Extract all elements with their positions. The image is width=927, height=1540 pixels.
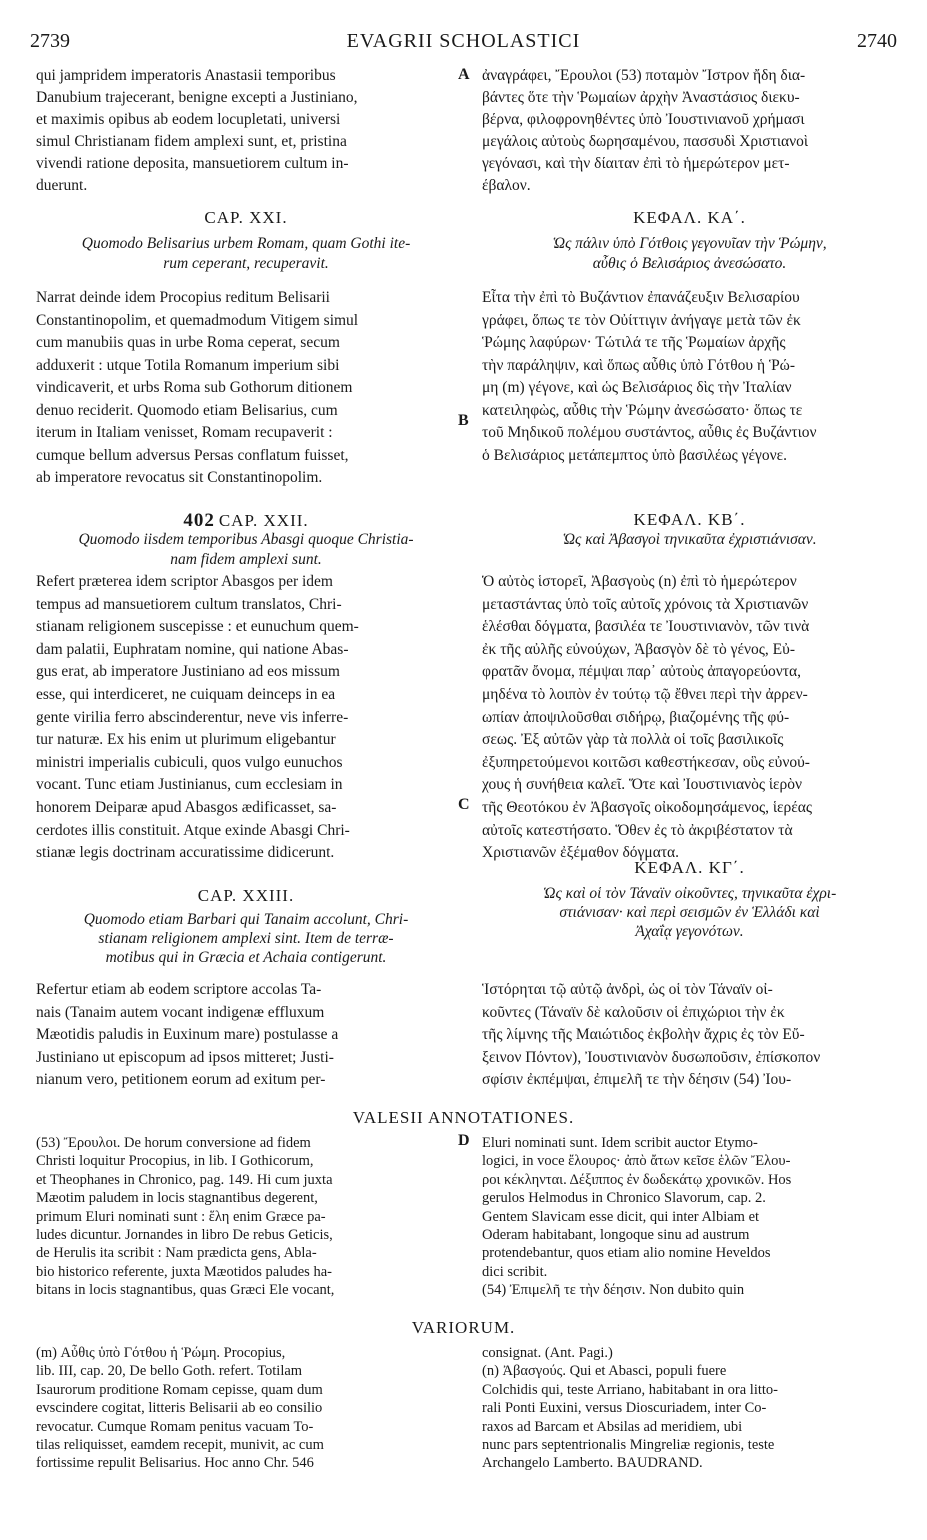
running-header: [30, 30, 897, 60]
note-line: nunc pars septentrionalis Mingreliæ regionis, teste: [482, 1437, 775, 1453]
note-line: Eluri nominati sunt. Idem scribit auctor Etymo-: [482, 1135, 758, 1151]
chapter-title-line: αὖθις ὁ Βελισάριος ἀνεσώσατο.: [592, 255, 787, 272]
text-line: vivendi ratione deposita, mansuetiorem cultum in-: [36, 155, 349, 172]
margin-letter-b: B: [458, 412, 469, 429]
text-line: φρατᾶν ὄνομα, πέμψαι παρ᾽ αὐτοὺς ἀπαγορεύοντα,: [482, 663, 801, 681]
note-line: Isaurorum proditione Romam cepisse, quam dum: [36, 1381, 323, 1398]
text-line: adduxerit : utque Totila Romanum imperium sibi: [36, 356, 340, 374]
text-line: χους ἡ συνήθεια καλεῖ. Ὅτε καὶ Ἰουστινιανὸς ἱερὸν: [482, 776, 803, 794]
note-line: tilas reliquisset, eamdem recepit, munivit, ac cum: [36, 1437, 324, 1453]
text-line: Χριστιανῶν ἐξέμαθον δόγματα.: [482, 844, 680, 862]
chapter-title-line: Quomodo iisdem temporibus Abasgi quoque Christia-: [78, 531, 414, 548]
note-line: logici, in voce ἔλουρος· ἀπὸ ἄτων κεῖσε ἑλῶν Ἔλου-: [482, 1153, 791, 1170]
text-line: simul Christianam fidem amplexi sunt, et, pristina: [36, 133, 347, 150]
note-line: Oderam habitabant, longoque sinu ad austrum: [482, 1227, 750, 1243]
text-line: Refertur etiam ab eodem scriptore accolas Ta-: [36, 981, 322, 998]
text-line: cum manubiis quas in urbe Roma ceperat, secum: [36, 334, 340, 351]
text-line: cumque bellum adversus Persas conflatum fuisset,: [36, 446, 349, 464]
running-title: EVAGRII SCHOLASTICI: [346, 30, 581, 52]
text-line: έβαλον.: [482, 177, 531, 194]
valesii-heading: VALESII ANNOTATIONES.: [352, 1108, 575, 1127]
note-line: (n) Ἀβασγούς. Qui et Abasci, populi fuere: [482, 1363, 727, 1380]
text-line: Mæotidis paludis in Euxinum mare) postulasse a: [36, 1026, 339, 1044]
text-line: Εἶτα τὴν ἐπὶ τὸ Βυζάντιον ἐπανάζευξιν Βελισαρίου: [482, 289, 800, 306]
latin-cap21-heading: CAP. XXI.: [204, 208, 288, 227]
text-line: ὁ Βελισάριος μετάπεμπτος ὑπὸ βασιλέως γέγονε.: [482, 446, 787, 464]
left-page-number: 2739: [30, 30, 70, 52]
text-line: stianam religionem suscepisse : et eunuchum quem-: [36, 618, 359, 636]
text-line: μεγάλοις αὐτοὺς δωρησαμένου, πασσυδὶ Χριστιανοὶ: [482, 133, 809, 150]
note-line: lib. III, cap. 20, De bello Goth. refert. Totilam: [36, 1363, 303, 1380]
text-line: Ἱστόρηται τῷ αὐτῷ ἀνδρὶ, ὡς οἱ τὸν Τάναϊν οἰ-: [482, 981, 773, 998]
chapter-title-line: Ἀχαΐᾳ γεγονότων.: [635, 923, 744, 940]
text-line: vindicaverit, et urbs Roma sub Gothorum ditionem: [36, 379, 353, 396]
chapter-title-line: Quomodo Belisarius urbem Romam, quam Gothi ite-: [81, 235, 411, 252]
text-line: tur naturæ. Ex his enim ut plurimum eligebantur: [36, 731, 336, 749]
note-line: raxos ad Barcam et Absilas ad meridiem, ubi: [482, 1418, 743, 1435]
chapter-title-line: nam fidem amplexi sunt.: [170, 551, 322, 568]
text-line: vocant. Tunc etiam Justinianus, cum ecclesiam in: [36, 776, 343, 794]
text-line: ab imperatore revocatus sit Constantinopolim.: [36, 469, 323, 486]
greek-cap22-heading: ΚΕΦΑΛ. ΚΒ΄.: [633, 510, 746, 529]
latin-cap22-heading: [36, 510, 456, 532]
note-line: Mæotim paludem in locis stagnantibus degerent,: [36, 1190, 318, 1207]
text-line: Constantinopolim, et quemadmodum Vitigem simul: [36, 311, 359, 329]
text-line: Refert præterea idem scriptor Abasgos per idem: [36, 573, 333, 590]
text-line: gente virilia ferro abscinderentur, neve vis inferre-: [36, 708, 349, 726]
text-line: ministri imperialis cubiculi, quos vulgo eunuchos: [36, 753, 343, 771]
column-number: 402: [183, 510, 215, 531]
note-line: (54) Ἐπιμελῆ τε τὴν δέησιν. Non dubito quin: [482, 1282, 745, 1299]
note-line: Colchidis qui, teste Arriano, habitabant in ora litto-: [482, 1381, 778, 1398]
text-line: gus erat, ab imperatore Justiniano ad eos missum: [36, 663, 340, 681]
text-line: Danubium trajecerant, benigne excepti a Justiniano,: [36, 89, 358, 106]
text-line: ἐκ τῆς αὐλῆς εὐνούχων, Ἀβασγὸν δὲ τὸ γένος, Εὐ-: [482, 640, 795, 658]
chapter-title-line: Quomodo etiam Barbari qui Tanaim accolunt, Chri-: [83, 911, 409, 928]
note-line: revocatur. Cumque Romam penitus vacuam To-: [36, 1418, 314, 1435]
text-line: τῆς λίμνης τῆς Μαιώτιδος ἐκβολὴν ἄχρις ἐς τὸν Εὔ-: [482, 1026, 805, 1044]
note-line: consignat. (Ant. Pagi.): [482, 1345, 613, 1361]
text-line: Narrat deinde idem Procopius reditum Belisarii: [36, 289, 330, 306]
text-line: qui jampridem imperatoris Anastasii temporibus: [36, 67, 336, 84]
note-line: primum Eluri nominati sunt : ἕλη enim Græce pa-: [36, 1208, 326, 1225]
text-line: iterum in Italiam venisset, Romam recupaverit :: [36, 424, 333, 441]
chapter-title-line: Ὡς καὶ Ἀβασγοὶ τηνικαῦτα ἐχριστιάνισαν.: [562, 531, 817, 548]
text-line: κοῦντες (Τάναϊν δὲ καλοῦσιν οἱ ἐπιχώριοι τὴν ἐκ: [482, 1003, 785, 1021]
text-line: γεγόνασι, καὶ τὴν δίαιταν ἐπὶ τὸ ἡμερώτερον μετ-: [482, 155, 790, 172]
note-line: (m) Αὖθις ὑπὸ Γότθου ἡ Ῥώμη. Procopius,: [36, 1345, 286, 1361]
note-line: Gentem Slavicam esse dicit, qui inter Albiam et: [482, 1208, 760, 1225]
note-line: et Theophanes in Chronico, pag. 149. Hi cum juxta: [36, 1171, 333, 1188]
note-line: Christi loquitur Procopius, in lib. I Gothicorum,: [36, 1153, 314, 1170]
text-line: μηδένα τὸ λοιπὸν ἐν τούτῳ τῷ ἔθνει περὶ τὴν ἀρρεν-: [482, 686, 808, 703]
text-line: γράφει, ὅπως τε τὸν Οὐίττιγιν ἀνήγαγε μετὰ τῶν ἐκ: [482, 311, 801, 329]
note-line: protendebantur, quos etiam alio nomine Heveldos: [482, 1245, 771, 1262]
chapter-title-line: stianam religionem amplexi sint. Item de terræ-: [98, 930, 394, 947]
text-line: ἐξυπηρετούμενοι κοιτῶσι καθεστήκεσαν, οὓς εὐνού-: [482, 753, 810, 771]
latin-cap22-label: CAP. XXII.: [218, 511, 309, 530]
note-line: bitans in locis stagnantibus, quas Græci Ele vocant,: [36, 1282, 335, 1299]
text-line: βέρνα, φιλοφρονηθέντες ὑπὸ Ἰουστινιανοῦ χρήμασι: [482, 111, 805, 128]
chapter-title-line: στιάνισαν· καὶ περὶ σεισμῶν ἐν Ἑλλάδι καὶ: [559, 904, 820, 921]
text-line: αὐτοῖς κατεστήσατο. Ὅθεν ἐς τὸ ἀκριβέστατον τὰ: [482, 821, 793, 839]
text-line: τὴν παράληψιν, καὶ ὅπως αὖθις ὑπὸ Γότθου ἡ Ῥώ-: [482, 356, 796, 374]
text-line: τῆς Θεοτόκου ἐν Ἀβασγοῖς οἰκοδομησάμενος, ἱερέας: [482, 799, 813, 816]
note-line: rali Ponti Euxini, versus Dioscuriadem, inter Co-: [482, 1400, 767, 1417]
greek-cap21-heading: ΚΕΦΑΛ. ΚΑ΄.: [633, 208, 746, 227]
margin-letter-c: C: [458, 796, 470, 813]
note-line: dici scribit.: [482, 1263, 548, 1280]
text-line: ξεινον Πόντον), Ἰουστινιανὸν δυσωποῦσιν, ἐπίσκοπον: [482, 1048, 821, 1066]
text-line: Ὁ αὐτὸς ἱστορεῖ, Ἀβασγοὺς (n) ἐπὶ τὸ ἡμερώτερον: [482, 573, 797, 590]
margin-letter-d: D: [458, 1132, 470, 1149]
note-line: bio historico referente, juxta Mæotidos paludes ha-: [36, 1263, 332, 1280]
chapter-title-line: Ὡς καὶ οἱ τὸν Τάναϊν οἰκοῦντες, τηνικαῦτα ἐχρι-: [542, 885, 837, 902]
note-line: de Herulis ita scribit : Nam prædicta gens, Abla-: [36, 1245, 317, 1262]
text-line: denuo reciderit. Quomodo etiam Belisarius, cum: [36, 401, 338, 419]
chapter-title-line: rum ceperant, recuperavit.: [163, 255, 329, 272]
text-line: ἀναγράφει, Ἔρουλοι (53) ποταμὸν Ἴστρον ἤδη δια-: [482, 67, 806, 84]
chapter-title-line: Ὡς πάλιν ὑπὸ Γότθοις γεγονυῖαν τὴν Ῥώμην,: [552, 235, 827, 252]
chapter-title-line: motibus qui in Græcia et Achaia contigerunt.: [105, 949, 387, 966]
note-line: ludes dicuntur. Jornandes in libro De rebus Geticis,: [36, 1227, 333, 1243]
margin-letter-a: A: [458, 66, 470, 83]
text-line: κατειληφὼς, αὖθις τὴν Ῥώμην ἀνεσώσατο· ὅπως τε: [482, 401, 803, 419]
text-line: μη (m) γέγονε, καὶ ὡς Βελισάριος δὶς τὴν Ἰταλίαν: [482, 379, 792, 396]
note-line: fortissime repulit Belisarius. Hoc anno Chr. 546: [36, 1455, 314, 1472]
note-line: (53) Ἔρουλοι. De horum conversione ad fidem: [36, 1135, 311, 1151]
text-line: et maximis opibus ab eodem locupletati, universi: [36, 111, 341, 128]
text-line: μεταστάντας ὑπὸ τοῖς αὐτοῖς χρόνοις τὰ Χριστιανῶν: [482, 595, 809, 613]
note-line: gerulos Helmodus in Chronico Slavorum, cap. 2.: [482, 1190, 766, 1207]
text-line: σεως. Ἐξ αὐτῶν γὰρ τὰ πολλὰ οἱ τοῖς βασιλικοῖς: [482, 731, 784, 749]
text-line: Ῥώμης λαφύρων· Τώτιλά τε τῆς Ῥωμαίων ἀρχῆς: [482, 334, 786, 351]
text-line: ἑλέσθαι δόγματα, βασιλέα τε Ἰουστινιανὸν, τῶν τινὰ: [482, 618, 810, 636]
text-line: ωπίαν ἀποψιλοῦσθαι σιδήρῳ, βιαζομένης τῆς φύ-: [482, 708, 790, 726]
text-line: esse, qui interdiceret, ne cuiquam deinceps in ea: [36, 686, 336, 703]
text-line: nianum vero, petitionem eorum ad exitum per-: [36, 1071, 326, 1089]
text-line: nais (Tanaim autem vocant indigenæ effluxum: [36, 1003, 325, 1021]
variorum-heading: VARIORUM.: [411, 1318, 516, 1337]
note-line: Archangelo Lamberto. BAUDRAND.: [482, 1455, 703, 1472]
text-line: duerunt.: [36, 177, 88, 194]
text-line: βάντες ὅτε τὴν Ῥωμαίων ἀρχὴν Ἀναστάσιος διεκυ-: [482, 89, 800, 106]
note-line: ροι κέκληνται. Δέξιππος ἐν δωδεκάτῳ χρονικῶν. Hos: [482, 1171, 792, 1188]
text-line: σφίσιν ἐκπέμψαι, ἐπιμελῆ τε τὴν δέησιν (54) Ἰου-: [482, 1071, 792, 1089]
text-line: stianæ legis doctrinam accuratissime didicerunt.: [36, 844, 335, 862]
text-line: Justiniano ut episcopum ad ipsos mitteret; Justi-: [36, 1048, 334, 1066]
text-line: cerdotes illis constituit. Atque exinde Abasgi Chri-: [36, 821, 350, 839]
latin-cap23-heading: CAP. XXIII.: [197, 886, 295, 905]
text-line: honorem Deiparæ apud Abasgos ædificasset, sa-: [36, 799, 337, 816]
right-page-number: 2740: [857, 30, 897, 52]
text-line: τοῦ Μηδικοῦ πολέμου συστάντος, αὖθις ἐς Βυζάντιον: [482, 424, 817, 441]
text-line: tempus ad mansuetiorem cultum translatos, Chri-: [36, 595, 342, 613]
greek-cap23-heading: ΚΕΦΑΛ. ΚΓ΄.: [634, 858, 745, 877]
text-line: dam palatii, Euphratam nomine, qui natione Abas-: [36, 640, 349, 658]
note-line: evscindere cogitat, litteris Belisarii ab eo consilio: [36, 1400, 323, 1417]
